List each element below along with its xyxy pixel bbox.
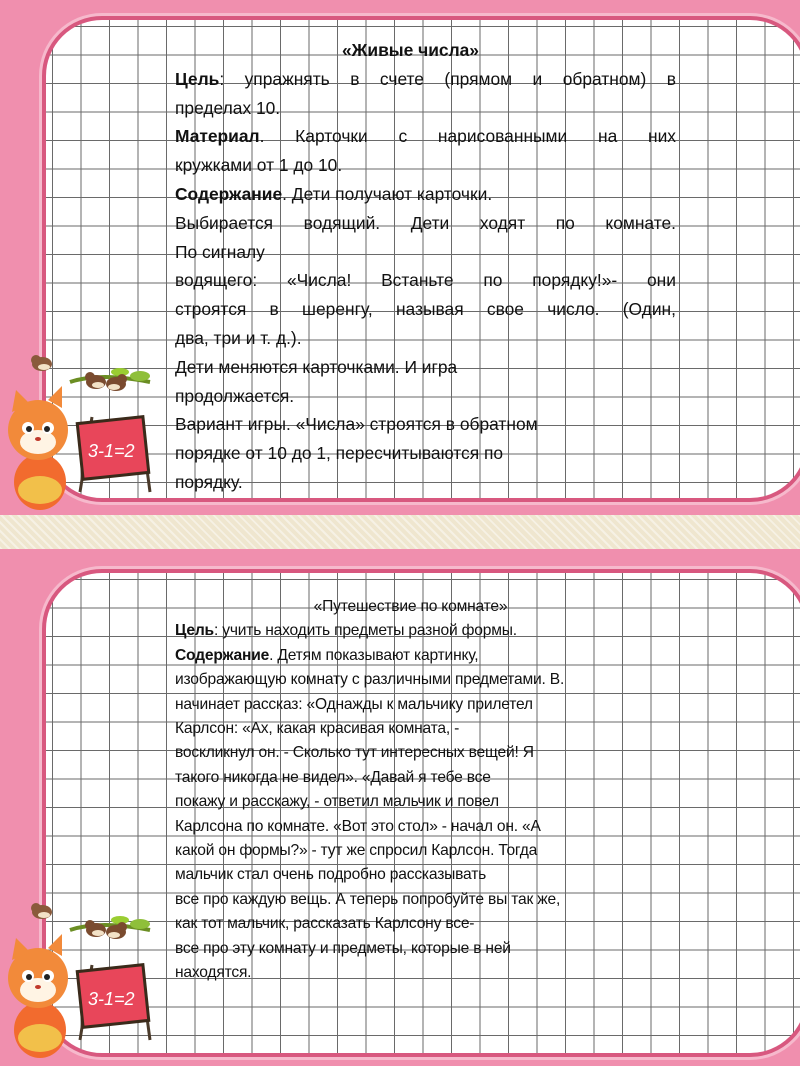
goal-text: : учить находить предметы разной формы. bbox=[213, 622, 517, 640]
text-line: начинает рассказ: «Однажды к мальчику прилетел bbox=[175, 695, 533, 713]
material-line bbox=[175, 122, 676, 151]
kitten-icon bbox=[8, 934, 68, 1058]
text-line: изображающую комнату с различными предметами. В. bbox=[175, 671, 565, 689]
text-line: порядку. bbox=[175, 471, 243, 492]
text-line: такого никогда не видел». «Давай я тебе все bbox=[175, 768, 491, 786]
goal-continuation: пределах 10. bbox=[175, 97, 281, 118]
text-line: все про каждую вещь. А теперь попробуйте вы так же, bbox=[175, 890, 561, 908]
game-title: «Путешествие по комнате» bbox=[313, 598, 508, 615]
text-line: продолжается. bbox=[175, 385, 295, 406]
goal-label: Цель bbox=[175, 68, 220, 89]
material-label: Материал bbox=[175, 126, 260, 147]
text-line: два, три и т. д.). bbox=[175, 327, 302, 348]
text-line: порядке от 10 до 1, пересчитываются по bbox=[175, 443, 504, 464]
kitten-chalkboard-illustration bbox=[0, 342, 160, 512]
text-line: как тот мальчик, рассказать Карлсону все- bbox=[175, 915, 475, 933]
board-text: 3-1=2 bbox=[88, 441, 135, 461]
text-line: какой он формы?» - тут же спросил Карлсон. Тогда bbox=[175, 842, 538, 860]
slide-divider bbox=[0, 515, 800, 549]
text-line: По сигналу bbox=[175, 241, 265, 262]
bird-icon bbox=[85, 920, 106, 937]
text-line: находятся. bbox=[175, 964, 252, 982]
text-line: мальчик стал очень подробно рассказывать bbox=[175, 866, 487, 884]
goal-label: Цель bbox=[175, 622, 214, 640]
text-line: Вариант игры. «Числа» строятся в обратном bbox=[175, 414, 538, 435]
text-line: строятся в шеренгу, называя свое число. (Один, bbox=[175, 299, 676, 320]
content-label: Содержание bbox=[175, 646, 270, 664]
slide-content bbox=[175, 36, 676, 497]
bird-icon bbox=[31, 903, 52, 919]
material-text: . Карточки с нарисованными на них bbox=[259, 126, 676, 147]
board-text: 3-1=2 bbox=[88, 989, 135, 1009]
content-line bbox=[175, 180, 676, 209]
text-line: воскликнул он. - Сколько тут интересных вещей! Я bbox=[175, 744, 534, 762]
game-title: «Живые числа» bbox=[342, 40, 479, 60]
text-line: покажу и расскажу, - ответил мальчик и повел bbox=[175, 793, 499, 811]
text-line: Выбирается водящий. Дети ходят по комнате. bbox=[175, 212, 676, 233]
text-line: Карлсона по комнате. «Вот это стол» - начал он. «А bbox=[175, 817, 541, 835]
material-continuation: кружками от 1 до 10. bbox=[175, 155, 343, 176]
text-line: водящего: «Числа! Встаньте по порядку!»- они bbox=[175, 270, 676, 291]
content-first: . Дети получают карточки. bbox=[282, 183, 493, 204]
bird-icon bbox=[31, 355, 52, 371]
slide-content bbox=[175, 595, 676, 986]
chalkboard-icon bbox=[77, 417, 150, 492]
bird-icon bbox=[85, 372, 106, 389]
text-line: все про эту комнату и предметы, которые в ней bbox=[175, 939, 511, 957]
kitten-chalkboard-illustration bbox=[0, 890, 160, 1060]
goal-text: : упражнять в счете (прямом и обратном) в bbox=[219, 68, 676, 89]
chalkboard-icon bbox=[77, 965, 150, 1040]
content-label: Содержание bbox=[175, 183, 283, 204]
content-line bbox=[175, 644, 676, 668]
kitten-icon bbox=[8, 386, 68, 510]
goal-line bbox=[175, 65, 676, 94]
content-first: . Детям показывают картинку, bbox=[269, 646, 479, 664]
goal-line bbox=[175, 619, 676, 643]
text-line: Карлсон: «Ах, какая красивая комната, - bbox=[175, 720, 460, 738]
text-line: Дети меняются карточками. И игра bbox=[175, 356, 458, 377]
